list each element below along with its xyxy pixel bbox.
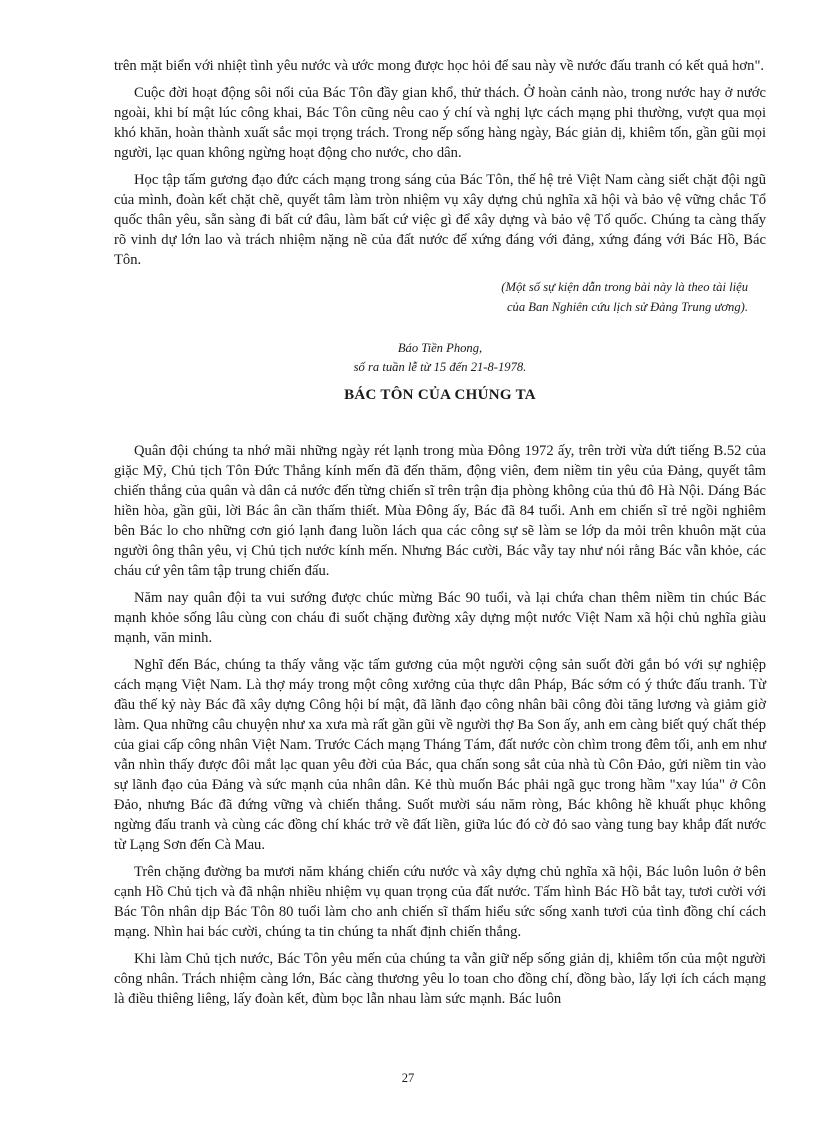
body-paragraph: trên mặt biển với nhiệt tình yêu nước và ước mong được học hỏi để sau này về nước đấu tranh có kết quả hơn". bbox=[114, 58, 765, 74]
publication-name: Báo Tiền Phong, bbox=[397, 341, 483, 355]
body-paragraph: Năm nay quân đội ta vui sướng được chúc mừng Bác 90 tuổi, và lại chứa chan thêm niềm tin chúc Bác mạnh khỏe sống lâu cùng con cháu đi suốt chặng đường xây dựng một nước Việt Nam xã hội chủ nghĩa giàu mạnh, văn minh. bbox=[114, 590, 766, 646]
source-note-line: (Một số sự kiện dẫn trong bài này là theo tài liệu bbox=[501, 280, 748, 294]
document-page bbox=[114, 56, 766, 1016]
body-paragraph: Khi làm Chủ tịch nước, Bác Tôn yêu mến của chúng ta vẫn giữ nếp sống giản dị, khiêm tốn của một người công nhân. Trách nhiệm càng lớn, Bác càng thương yêu lo toan cho đồng chí, đồng bào, lấy lợi ích cách mạng là điều thiêng liêng, lấy đoàn kết, đùm bọc lẫn nhau làm sức mạnh. Bác luôn bbox=[114, 951, 766, 1007]
body-paragraph: Quân đội chúng ta nhớ mãi những ngày rét lạnh trong mùa Đông 1972 ấy, trên trời vừa dứt tiếng B.52 của giặc Mỹ, Chủ tịch Tôn Đức Thắng kính mến đã đến thăm, động viên, đem niềm tin yêu của Đảng, quyết tâm chiến thắng của quân và dân cả nước đến từng chiến sĩ trên trận địa phòng không của thủ đô Hà Nội. Dáng Bác hiền hòa, gần gũi, lời Bác ân cần thấm thiết. Mùa Đông ấy, Bác đã 84 tuổi. Anh em chiến sĩ trẻ ngồi nghiêm bên Bác lo cho những cơn gió lạnh đang luồn lách qua các công sự sẽ làm se lớp da mỏi trên khuôn mặt của người ông thân yêu, vị Chủ tịch nước kính mến. Nhưng Bác cười, Bác vẫy tay như nói rằng Bác vẫn khỏe, các cháu cứ yên tâm tập trung chiến đấu. bbox=[114, 443, 766, 579]
body-paragraph: Nghĩ đến Bác, chúng ta thấy vằng vặc tấm gương của một người cộng sản suốt đời gắn bó với sự nghiệp cách mạng Việt Nam. Là thợ máy trong một công xưởng của thực dân Pháp, Bác sớm có ý thức đấu tranh. Từ đầu thế kỷ này Bác đã xây dựng Công hội bí mật, đã lãnh đạo công nhân bãi công đòi tăng lương và giảm giờ làm. Qua những câu chuyện như xa xưa mà rất gần gũi về người thợ Ba Son ấy, anh em càng biết quý chất thép của giai cấp công nhân Việt Nam. Trước Cách mạng Tháng Tám, đất nước còn chìm trong đêm tối, anh em như vẫn nhìn thấy được đôi mắt lạc quan yêu đời của Bác, qua chấn song sắt của nhà tù Côn Đảo, gửi niềm tin vào sự lãnh đạo của Đảng và sức mạnh của nhân dân. Kẻ thù muốn Bác phải ngã gục trong hầm "xay lúa" ở Côn Đảo, nhưng Bác đã đứng vững và chiến thắng. Suốt mười sáu năm ròng, Bác không hề khuất phục không ngừng đấu tranh và cùng các đồng chí khác trở về đất liền, giữa lúc đó cờ đỏ sao vàng tung bay khắp đất nước từ Lạng Sơn đến Cà Mau. bbox=[114, 657, 766, 853]
source-note bbox=[114, 277, 766, 317]
body-paragraph: Trên chặng đường ba mươi năm kháng chiến cứu nước và xây dựng chủ nghĩa xã hội, Bác luôn luôn ở bên cạnh Hồ Chủ tịch và đã nhận nhiều nhiệm vụ quan trọng của đất nước. Tấm hình Bác Hồ bắt tay, tươi cười với Bác Tôn nhân dịp Bác Tôn 80 tuổi làm cho anh chiến sĩ thấm hiểu sức sống xanh tươi của tình đồng chí cách mạng. Nhìn hai bác cười, chúng ta tin chúng ta nhất định chiến thắng. bbox=[114, 864, 766, 940]
publication-issue: số ra tuần lễ từ 15 đến 21-8-1978. bbox=[353, 360, 527, 374]
body-paragraph: Cuộc đời hoạt động sôi nổi của Bác Tôn đầy gian khổ, thử thách. Ở hoàn cảnh nào, trong nước hay ở nước ngoài, khi bí mật lúc công khai, Bác Tôn cũng nêu cao ý chí và nghị lực cách mạng phi thường, vượt qua mọi khó khăn, hoàn thành xuất sắc mọi trọng trách. Trong nếp sống hàng ngày, Bác giản dị, khiêm tốn, gần gũi mọi người, lạc quan không ngừng hoạt động cho nước, cho dân. bbox=[114, 85, 766, 161]
article-title: BÁC TÔN CỦA CHÚNG TA bbox=[344, 387, 536, 403]
page-number: 27 bbox=[401, 1071, 415, 1085]
publication-source bbox=[114, 339, 766, 377]
body-paragraph: Học tập tấm gương đạo đức cách mạng trong sáng của Bác Tôn, thế hệ trẻ Việt Nam càng siết chặt đội ngũ của mình, đoàn kết chặt chẽ, quyết tâm làm tròn nhiệm vụ xây dựng chủ nghĩa xã hội và bảo vệ vững chắc Tổ quốc thân yêu, sẵn sàng đi bất cứ đâu, làm bất cứ việc gì để xây dựng và bảo vệ Tổ quốc. Chúng ta càng thấy rõ vinh dự lớn lao và trách nhiệm nặng nề của đất nước để xứng đáng với đảng, xứng đáng với Bác Hồ, Bác Tôn. bbox=[114, 172, 766, 268]
source-note-line: của Ban Nghiên cứu lịch sử Đảng Trung ương). bbox=[506, 300, 748, 314]
